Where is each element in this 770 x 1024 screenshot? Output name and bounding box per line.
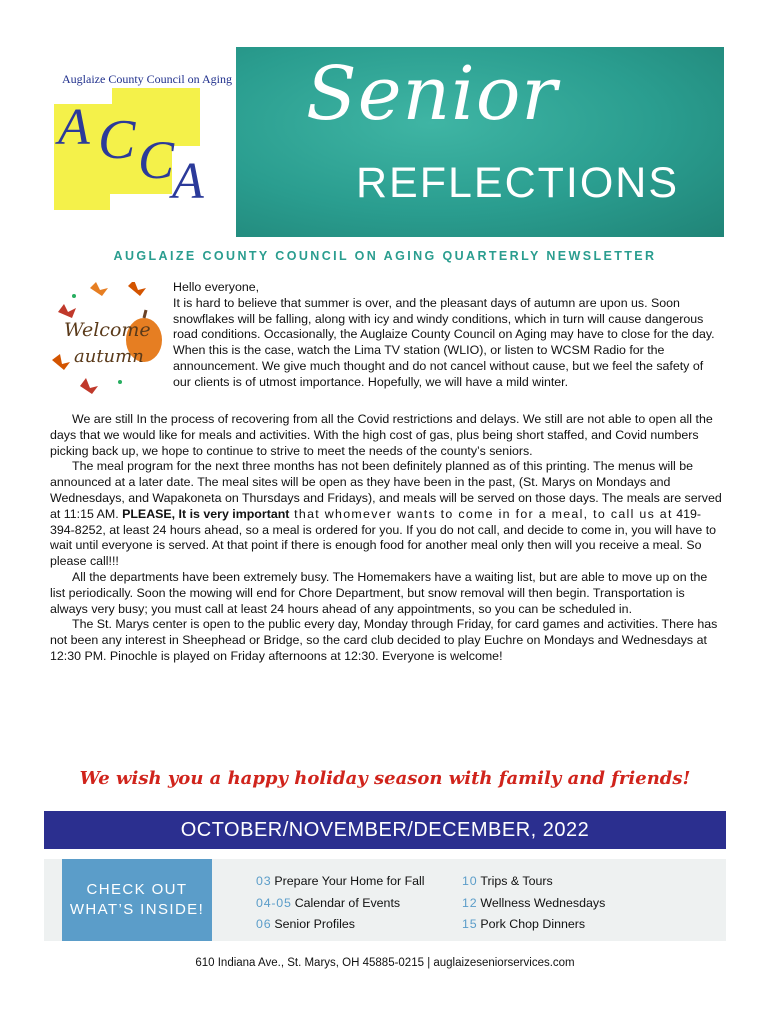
masthead-title: REFLECTIONS: [356, 159, 680, 207]
newsletter-subtitle: AUGLAIZE COUNTY COUNCIL ON AGING QUARTERLY NEWSLETTER: [113, 249, 657, 263]
acca-logo: [50, 72, 230, 212]
toc-label: Senior Profiles: [274, 917, 355, 931]
body-section: [50, 412, 722, 665]
paragraph-meals: [50, 459, 722, 570]
welcome-autumn-image: [50, 282, 166, 398]
toc-column-2: [462, 871, 605, 936]
meals-emphasis: PLEASE, It is very important: [122, 506, 290, 521]
toc-item: [256, 893, 425, 915]
toc-item: [462, 871, 605, 893]
intro-section: [173, 280, 721, 391]
toc-label: Prepare Your Home for Fall: [274, 874, 425, 888]
logo-graphic: [50, 86, 230, 212]
toc-page-number: 10: [462, 874, 478, 888]
whats-inside-box: [44, 859, 726, 941]
toc-page-number: 06: [256, 917, 272, 931]
toc-item: [256, 871, 425, 893]
logo-letter-a1: A: [58, 99, 90, 156]
logo-letter-a2: A: [172, 153, 204, 210]
autumn-text: autumn: [74, 346, 144, 367]
welcome-text: Welcome: [64, 319, 151, 341]
holiday-message: We wish you a happy holiday season with family and friends!: [79, 768, 691, 789]
toc-column-1: [256, 871, 425, 936]
meals-text-b: 419-394-8252, at least 24 hours ahead, so a meal is ordered for you. If you do not call, and decide to come in, you will have to wait until everyone is served. At that point if there is enough food for another meal only then will you receive a meal. So please call!!!: [50, 506, 717, 569]
paragraph-departments: All the departments have been extremely busy. The Homemakers have a waiting list, but are able to move up on the list periodically. Soon the mowing will end for Chore Department, but snow removal will then begin. Transportation is always very busy; you must call at least 24 hours ahead of any appointments, so you can be scheduled in.: [50, 569, 708, 616]
toc-item: [462, 914, 605, 936]
meals-text-a: The meal program for the next three months has not been definitely planned as of this printing. The menus will be announced at a later date. The meal sites will be open as they have been in the past, (St. Marys on Mondays and Wednesdays, and Wapakoneta on Thursdays and Fridays), and meals will be served on those days. The meals are served at 11:15 AM.: [50, 459, 722, 521]
paragraph-st-marys: The St. Marys center is open to the public every day, Monday through Friday, for card games and activities. There has not been any interest in Sheephead or Bridge, so the card club decided to play Euchre on Mondays and Wednesdays at 12:30 PM. Pinochle is played on Friday afternoons at 12:30. Everyone is welcome!: [50, 617, 718, 663]
toc-label: Trips & Tours: [480, 874, 553, 888]
masthead: [236, 47, 724, 237]
logo-letter-c2: C: [138, 130, 175, 190]
greeting: Hello everyone,: [173, 280, 260, 294]
toc-label: Pork Chop Dinners: [480, 917, 586, 931]
toc-label: Calendar of Events: [294, 895, 401, 910]
footer-address: 610 Indiana Ave., St. Marys, OH 45885-0215 | auglaizeseniorservices.com: [195, 957, 575, 969]
meals-text-spaced: that whomever wants to come in for a meal, to call us at: [289, 506, 673, 521]
check-out-heading: [62, 859, 212, 941]
toc-item: [462, 893, 605, 915]
intro-paragraph: It is hard to believe that summer is over, and the pleasant days of autumn are upon us. Soon snowflakes will be falling, along with icy and windy conditions, which in turn will cause dangerous road conditions. Occasionally, the Auglaize County Council on Aging may have to close for the day. When this is the case, watch the Lima TV station (WLIO), or listen to WCSM Radio for the announcement. We give much thought and do not cancel without cause, but we feel the safety of our clients is of utmost importance. Hopefully, we will have a mild winter.: [173, 295, 715, 389]
toc-page-number: 03: [256, 874, 272, 888]
logo-letter-c1: C: [98, 109, 136, 171]
check-out-line2: WHAT’S INSIDE!: [69, 901, 205, 918]
masthead-script-title: Senior: [306, 51, 558, 137]
paragraph-covid: We are still In the process of recovering from all the Covid restrictions and delays. We still are not able to open all the days that we would like for meals and activities. With the high cost of gas, plus being short staffed, and Covid numbers picking back up, we hope to continue to strive to meet the needs of the county’s seniors.: [50, 412, 713, 458]
toc-page-number: 15: [462, 917, 478, 931]
logo-caption: Auglaize County Council on Aging: [62, 72, 232, 86]
toc-item: [256, 914, 425, 936]
check-out-line1: CHECK OUT: [86, 881, 188, 898]
toc-label: Wellness Wednesdays: [480, 895, 606, 910]
issue-date-banner: OCTOBER/NOVEMBER/DECEMBER, 2022: [44, 811, 726, 849]
toc-page-number: 04-05: [256, 895, 292, 910]
toc-page-number: 12: [462, 895, 478, 910]
